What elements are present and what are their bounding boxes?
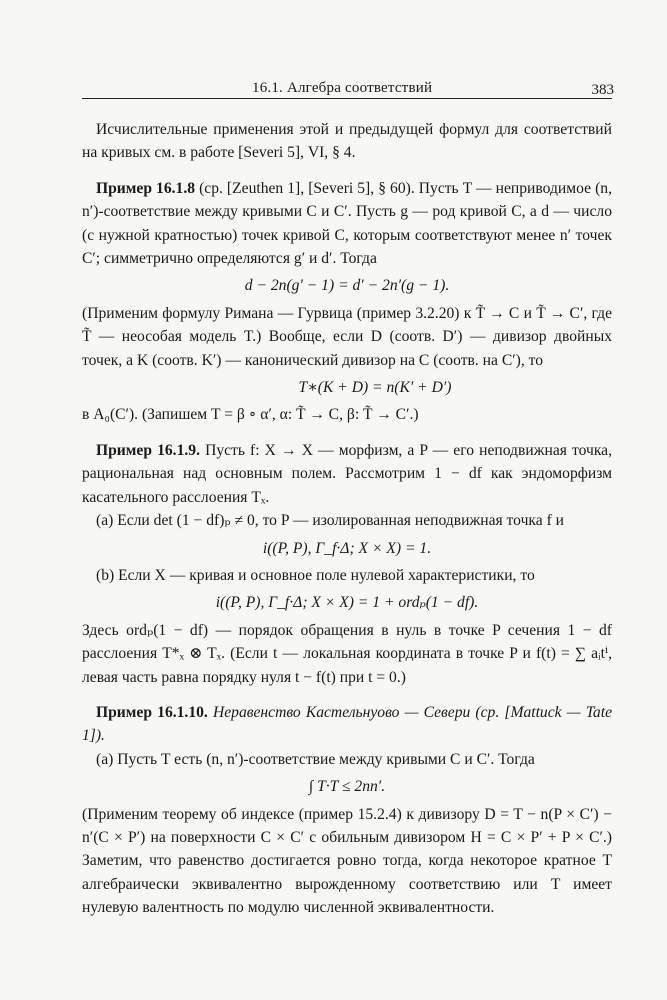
page-number: 383 <box>591 82 614 98</box>
item-a-correspondence: (a) Пусть T есть (n, n′)-соответствие между кривыми C и C′. Тогда <box>96 750 535 768</box>
paragraph-intro: Исчислительные применения этой и предыдущей формул для соответствий на кривых см. в работе [Severi 5], VI, § 4. <box>82 121 612 162</box>
example-label: Пример 16.1.10. <box>96 703 208 721</box>
formula-intersection-b: i((P, P), Γ_f·Δ; X × X) = 1 + ordₚ(1 − df). <box>215 594 479 612</box>
example-label: Пример 16.1.9. <box>96 441 200 459</box>
paragraph-order-vanishing: Здесь ordₚ(1 − df) — порядок обращения в нуль в точке P сечения 1 − df расслоения T*ₓ ⊗ Tₓ. (Если t — локальная координата в точке P и f(t) = ∑ aᵢtⁱ, левая часть равна порядку нуля t − f(t) при t = 0.) <box>82 621 612 686</box>
running-title: 16.1. Алгебра соответствий <box>252 80 433 96</box>
formula-intersection-a: i((P, P), Γ_f·Δ; X × X) = 1. <box>262 539 432 557</box>
paragraph-riemann-hurwitz: (Применим формулу Римана — Гурвица (пример 3.2.20) к T̃ → C и T̃ → C′, где T̃ — неособая модель T.) Вообще, если D (соотв. D′) — дивизор двойных точек, а K (соотв. K′) — канонический дивизор на C (соотв. на C′), то <box>82 304 612 369</box>
formula-canonical-divisor: T∗(K + D) = n(K′ + D′) <box>298 379 452 397</box>
formula-genus-relation: d − 2n(g′ − 1) = d′ − 2n′(g − 1). <box>244 277 450 295</box>
page-header <box>82 70 612 99</box>
page-body <box>82 118 612 920</box>
item-a-fixed-point: (a) Если det (1 − df)ₚ ≠ 0, то P — изолированная неподвижная точка f и <box>96 512 565 530</box>
example-16-1-9 <box>82 439 612 509</box>
example-16-1-8 <box>82 177 612 271</box>
paragraph-in-a0: в A₀(C′). (Запишем T = β ∘ α′, α: T̃ → C, β: T̃ → C′.) <box>82 406 419 424</box>
example-16-1-10 <box>82 701 612 748</box>
book-page <box>82 70 614 917</box>
example-text: Пусть f: X → X — морфизм, а P — его неподвижная точка, рациональная над основным полем. Рассмотрим 1 − df как эндоморфизм касательного расслоения Tₓ. <box>82 441 612 506</box>
example-label: Пример 16.1.8 <box>96 179 196 197</box>
example-title: Неравенство Кастельнуово — Севери (ср. [Mattuck — Tate 1]). <box>82 703 612 745</box>
paragraph-index-theorem: (Применим теорему об индексе (пример 15.2.4) к дивизору D = T − n(P × C′) − n′(C × P′) на поверхности C × C′ с обильным дивизором H = C × P′ + P × C′.) Заметим, что равенство достигается ровно тогда, когда некоторое кратное T алгебраически эквивалентно вырожденному соответствию или T имеет нулевую валентность по модулю численной эквивалентности. <box>82 805 612 917</box>
item-b-curve: (b) Если X — кривая и основное поле нулевой характеристики, то <box>96 566 535 584</box>
formula-castelnuovo-severi: ∫ T·T ≤ 2nn′. <box>308 778 386 796</box>
example-text: (ср. [Zeuthen 1], [Severi 5], § 60). Пусть T — неприводимое (n, n′)-соответствие между кривыми C и C′. Пусть g — род кривой C, а d — число (с нужной кратностью) точек кривой C, которым соответствуют менее n′ точек C′; симметрично определяются g′ и d′. Тогда <box>82 179 612 268</box>
